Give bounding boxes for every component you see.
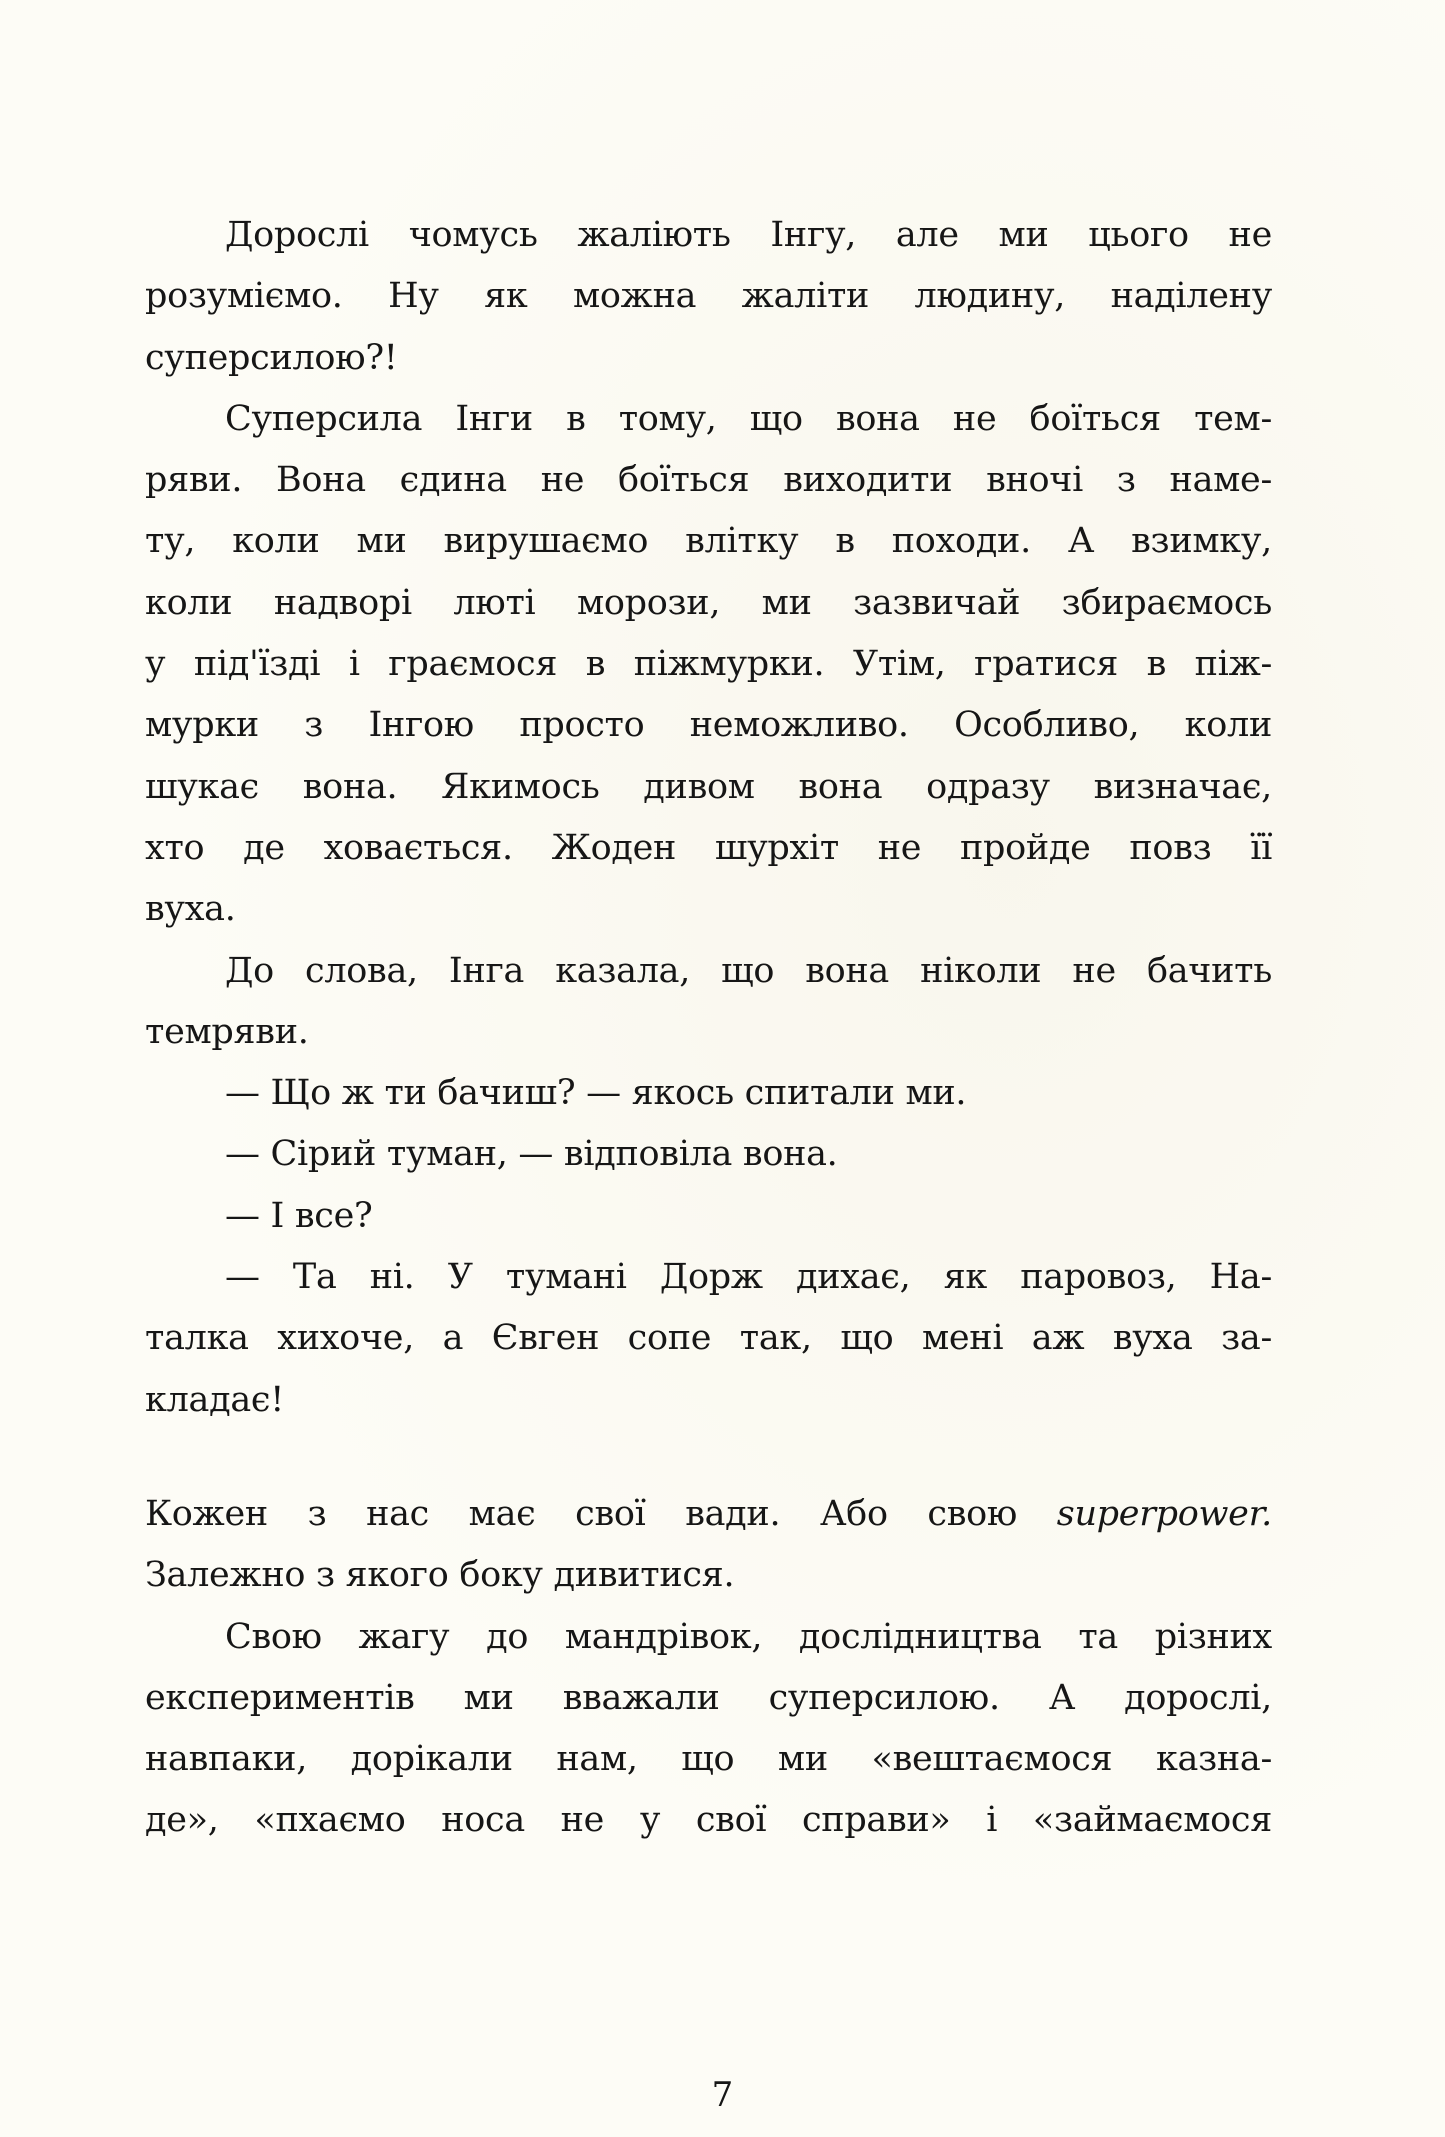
text-line: навпаки, дорікали нам, що ми «вештаємося казна- xyxy=(145,1739,1272,1780)
text-line: До слова, Інга казала, що вона ніколи не бачить xyxy=(225,950,1272,991)
text-line: шукає вона. Якимось дивом вона одразу визначає, xyxy=(145,766,1272,807)
text-line: Дорослі чомусь жаліють Інгу, але ми цього не xyxy=(225,215,1272,255)
text-line: суперсилою?! xyxy=(145,337,398,378)
body-text xyxy=(145,205,1272,1852)
text-line: Залежно з якого боку дивитися. xyxy=(145,1555,735,1596)
dialogue-line: — І все? xyxy=(225,1195,373,1236)
text-line: Свою жагу до мандрівок, дослідництва та різних xyxy=(225,1616,1272,1657)
text-segment: Кожен з нас має свої вади. Або свою xyxy=(145,1493,1018,1534)
text-line: у під'їзді і граємося в піжмурки. Утім, гратися в піж- xyxy=(145,644,1272,685)
dialogue-line: — Та ні. У тумані Дорж дихає, як паровоз, На- xyxy=(225,1257,1272,1298)
dialogue-line: — Сірий туман, — відповіла вона. xyxy=(225,1134,838,1175)
text-line: темряви. xyxy=(145,1011,309,1052)
text-line xyxy=(145,1484,1272,1545)
text-line: розуміємо. Ну як можна жаліти людину, наділену xyxy=(145,276,1272,317)
dialogue-line: кладає! xyxy=(145,1379,284,1420)
text-line: хто де ховається. Жоден шурхіт не пройде повз її xyxy=(145,827,1272,868)
section-break xyxy=(145,1431,1272,1484)
dialogue-line: — Що ж ти бачиш? — якось спитали ми. xyxy=(225,1073,967,1114)
text-line: експериментів ми вважали суперсилою. А дорослі, xyxy=(145,1677,1272,1718)
italic-word: superpower. xyxy=(1056,1493,1272,1534)
text-line: де», «пхаємо носа не у свої справи» і «займаємося xyxy=(145,1800,1272,1841)
text-line: коли надворі люті морози, ми зазвичай збираємось xyxy=(145,582,1272,623)
text-line: ряви. Вона єдина не боїться виходити вночі з наме- xyxy=(145,460,1272,501)
dialogue-line: талка хихоче, а Євген сопе так, що мені аж вуха за- xyxy=(145,1318,1272,1359)
text-line: ту, коли ми вирушаємо влітку в походи. А взимку, xyxy=(145,521,1272,562)
text-line: вуха. xyxy=(145,889,236,930)
text-line: Суперсила Інги в тому, що вона не боїться тем- xyxy=(225,398,1272,439)
text-line: мурки з Інгою просто неможливо. Особливо, коли xyxy=(145,705,1272,746)
page-number: 7 xyxy=(711,2075,734,2115)
